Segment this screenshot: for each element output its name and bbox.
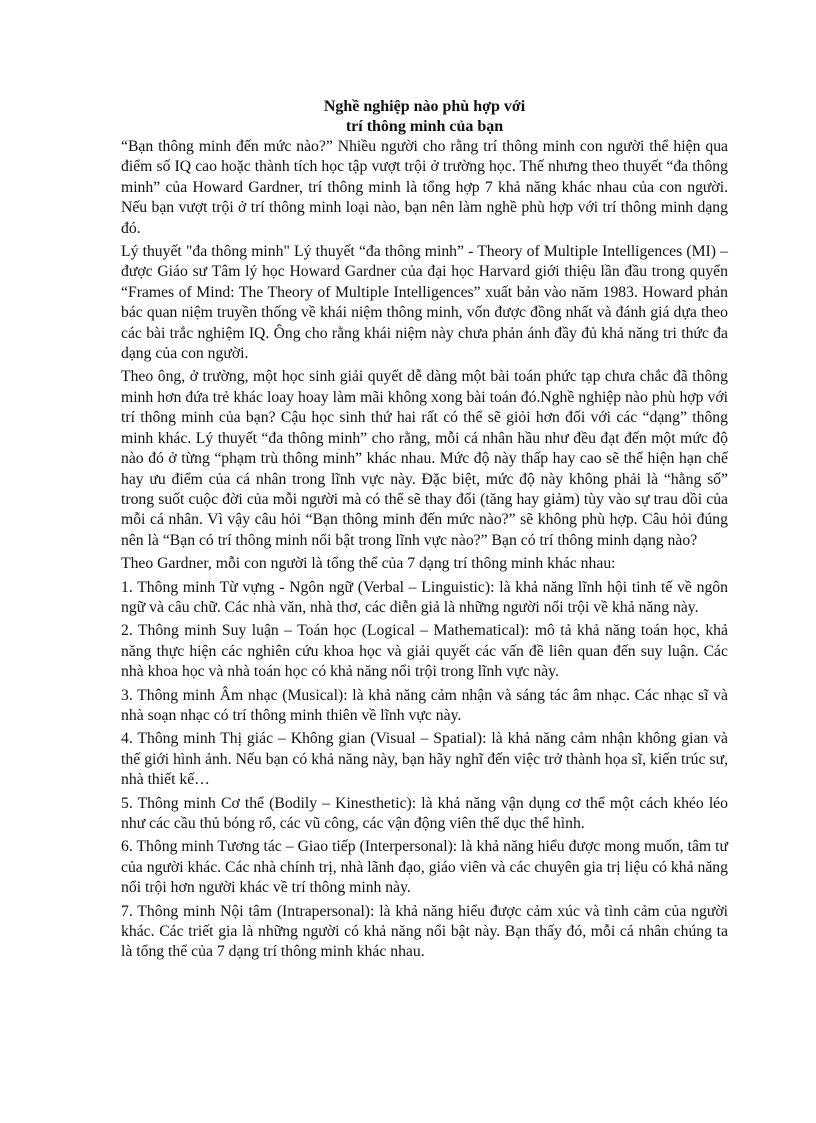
explanation-paragraph: Theo ông, ở trường, một học sinh giải quyết dễ dàng một bài toán phức tạp chưa chắc đã thông minh hơn đứa trẻ khác loay hoay làm mãi không xong bài toán đó.Nghề nghiệp nào phù hợp với trí thông minh của bạn? Cậu học sinh thứ hai rất có thể sẽ giỏi hơn đối với các “dạng” thông minh khác. Lý thuyết “đa thông minh” cho rằng, mỗi cá nhân hầu như đều đạt đến một mức độ nào đó ở từng “phạm trù thông minh” khác nhau. Mức độ này thấp hay cao sẽ thể hiện hạn chế hay ưu điểm của cá nhân trong lĩnh vực này. Đặc biệt, mức độ này không phải là “hằng số” trong suốt cuộc đời của mỗi người mà có thể sẽ thay đổi (tăng hay giảm) tùy vào sự trau dồi của mỗi cá nhân. Vì vậy câu hỏi “Bạn thông minh đến mức nào?” sẽ không phù hợp. Câu hỏi đúng nên là “Bạn có trí thông minh nổi bật trong lĩnh vực nào?” Bạn có trí thông minh dạng nào? [121, 368, 728, 549]
title-line-2: trí thông minh của bạn [345, 118, 504, 135]
list-item-verbal: 1. Thông minh Từ vựng - Ngôn ngữ (Verbal – Linguistic): là khả năng lĩnh hội tinh tế về ngôn ngữ và câu chữ. Các nhà văn, nhà thơ, các diễn giả là những người nổi trội về khả năng này. [121, 578, 728, 616]
list-item-interpersonal: 6. Thông minh Tương tác – Giao tiếp (Interpersonal): là khả năng hiểu được mong muốn, tâm tư của người khác. Các nhà chính trị, nhà lãnh đạo, giáo viên và các chuyên gia trị liệu có khả năng nổi trội hơn người khác về trí thông minh này. [121, 838, 728, 897]
intro-paragraph: “Bạn thông minh đến mức nào?” Nhiều người cho rằng trí thông minh con người thể hiện qua điểm số IQ cao hoặc thành tích học tập vượt trội ở trường học. Thế nhưng theo thuyết “đa thông minh” của Howard Gardner, trí thông minh là tổng hợp 7 khả năng khác nhau của con người. Nếu bạn vượt trội ở trí thông minh loại nào, bạn nên làm nghề phù hợp với trí thông minh dạng đó. [121, 138, 728, 237]
list-item-bodily: 5. Thông minh Cơ thể (Bodily – Kinesthetic): là khả năng vận dụng cơ thể một cách khéo léo như các cầu thủ bóng rổ, các vũ công, các vận động viên thể dục thể hình. [121, 794, 728, 832]
list-item-visual: 4. Thông minh Thị giác – Không gian (Visual – Spatial): là khả năng cảm nhận không gian và thế giới hình ảnh. Nếu bạn có khả năng này, bạn hãy nghĩ đến việc trở thành họa sĩ, kiến trúc sư, nhà thiết kế… [121, 730, 728, 789]
list-item-intrapersonal: 7. Thông minh Nội tâm (Intrapersonal): là khả năng hiểu được cảm xúc và tình cảm của người khác. Các triết gia là những người có khả năng nổi bật này. Bạn thấy đó, mỗi cá nhân chúng ta là tổng thể của 7 dạng trí thông minh khác nhau. [121, 902, 728, 961]
document-content [121, 97, 728, 966]
list-intro-paragraph: Theo Gardner, mỗi con người là tổng thể của 7 dạng trí thông minh khác nhau: [121, 555, 616, 573]
title-line-1: Nghề nghiệp nào phù hợp với [323, 98, 526, 115]
theory-paragraph: Lý thuyết "đa thông minh" Lý thuyết “đa thông minh” - Theory of Multiple Intelligences (MI) – được Giáo sư Tâm lý học Howard Gardner của đại học Harvard giới thiệu lần đầu trong quyển “Frames of Mind: The Theory of Multiple Intelligences” xuất bản vào năm 1983. Howard phản bác quan niệm truyền thống về khái niệm thông minh, vốn được đồng nhất và đánh giá dựa theo các bài trắc nghiệm IQ. Ông cho rằng khái niệm này chưa phản ánh đầy đủ khả năng tri thức đa dạng của con người. [121, 243, 728, 363]
list-item-musical: 3. Thông minh Âm nhạc (Musical): là khả năng cảm nhận và sáng tác âm nhạc. Các nhạc sĩ và nhà soạn nhạc có trí thông minh thiên về lĩnh vực này. [121, 686, 728, 724]
document-title [121, 97, 728, 137]
document-body [121, 137, 728, 963]
list-item-logical: 2. Thông minh Suy luận – Toán học (Logical – Mathematical): mô tả khả năng toán học, khả năng thực hiện các nghiên cứu khoa học và giải quyết các vấn đề liên quan đến suy luận. Các nhà khoa học và nhà toán học có khả năng nổi trội trong lĩnh vực này. [121, 622, 728, 681]
